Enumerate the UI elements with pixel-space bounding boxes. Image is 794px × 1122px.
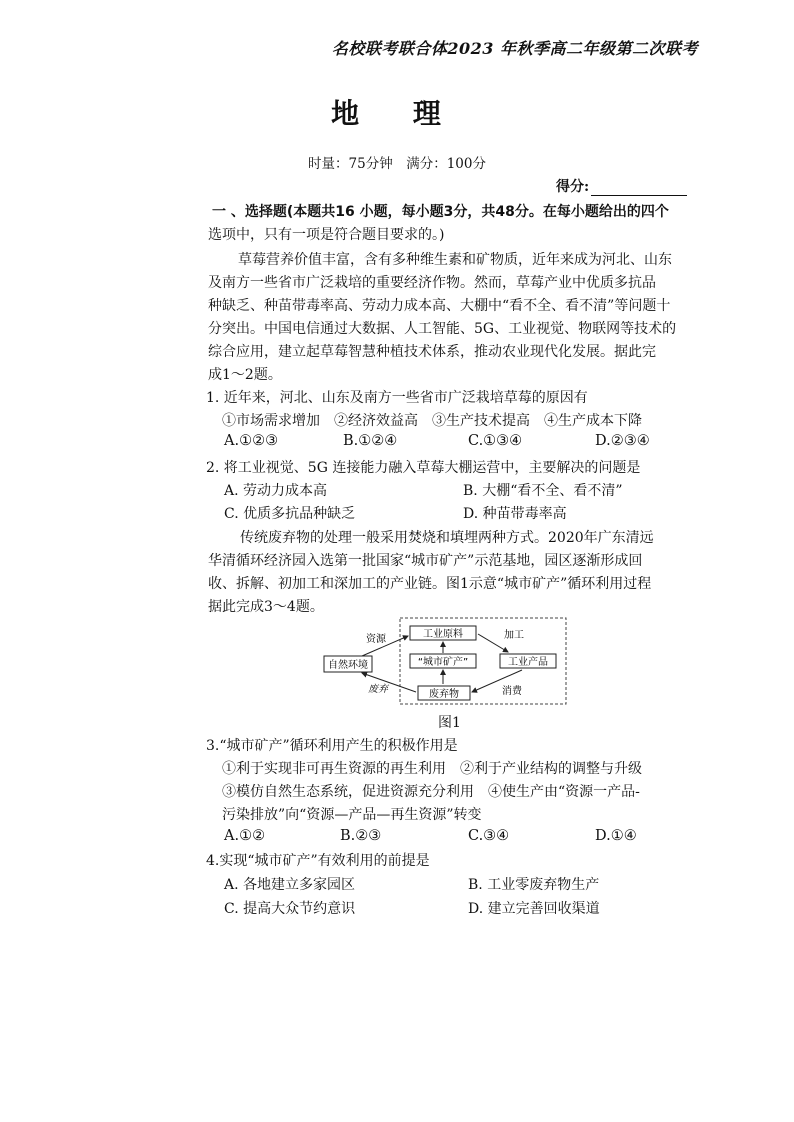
waste-label: 废弃物 xyxy=(429,689,459,700)
q2-option-a[interactable]: A. 劳动力成本高 xyxy=(224,483,328,499)
nature-label: 自然环境 xyxy=(328,660,368,671)
q3-stem: 3.“城市矿产”循环利用产生的积极作用是 xyxy=(206,738,458,754)
q4-option-a[interactable]: A. 各地建立多家园区 xyxy=(224,877,356,893)
resource-label: 资源 xyxy=(366,634,386,645)
material-label: 工业原料 xyxy=(423,629,463,640)
figure1-caption: 图1 xyxy=(438,715,461,731)
passage2-line: 传统废弃物的处理一般采用焚烧和填埋两种方式。2020年广东清远 xyxy=(240,530,654,546)
q1-option-b[interactable]: B.①②④ xyxy=(343,433,398,449)
q3-items-line3: 污染排放”向“资源—产品—再生资源”转变 xyxy=(222,807,482,823)
q2-stem: 2. 将工业视觉、5G 连接能力融入草莓大棚运营中，主要解决的问题是 xyxy=(206,460,641,476)
q3-option-d[interactable]: D.①④ xyxy=(595,828,637,844)
passage1-line: 综合应用，建立起草莓智慧种植技术体系，推动农业现代化发展。据此完 xyxy=(208,344,656,360)
q1-option-a[interactable]: A.①②③ xyxy=(224,433,279,449)
q3-option-c[interactable]: C.③④ xyxy=(468,828,510,844)
q3-items-line2: ③模仿自然生态系统，促进资源充分利用 ④使生产由“资源一产品- xyxy=(222,784,640,800)
section-heading: 一 、选择题(本题共16 小题，每小题3分，共48分。在每小题给出的四个 xyxy=(212,204,669,220)
q1-items: ①市场需求增加 ②经济效益高 ③生产技术提高 ④生产成本下降 xyxy=(222,413,642,429)
q1-option-d[interactable]: D.②③④ xyxy=(595,433,650,449)
q4-stem: 4.实现“城市矿产”有效利用的前提是 xyxy=(206,853,430,869)
score-blank xyxy=(591,181,687,196)
q4-option-d[interactable]: D. 建立完善回收渠道 xyxy=(468,901,600,917)
exam-meta: 时量：75分钟 满分：100分 xyxy=(308,156,486,172)
passage1-line: 分突出。中国电信通过大数据、人工智能、5G、工业视觉、物联网等技术的 xyxy=(208,321,677,337)
passage2-line: 收、拆解、初加工和深加工的产业链。图1示意“城市矿产”循环利用过程 xyxy=(208,576,652,592)
q3-option-a[interactable]: A.①② xyxy=(224,828,266,844)
passage2-line: 华清循环经济园入选第一批国家“城市矿产”示范基地，园区逐渐形成回 xyxy=(208,553,643,569)
q2-option-b[interactable]: B. 大棚“看不全、看不清” xyxy=(463,483,623,499)
passage1-line: 及南方一些省市广泛栽培的重要经济作物。然而，草莓产业中优质多抗品 xyxy=(208,275,656,291)
q1-stem: 1. 近年来，河北、山东及南方一些省市广泛栽培草莓的原因有 xyxy=(206,390,588,406)
passage2-line: 据此完成3～4题。 xyxy=(208,599,324,615)
consume-label: 消费 xyxy=(502,686,522,697)
process-label: 加工 xyxy=(504,630,524,641)
score-label: 得分: xyxy=(556,179,590,195)
section-instruction: 选项中，只有一项是符合题目要求的。) xyxy=(208,227,445,243)
passage1-line: 种缺乏、种苗带毒率高、劳动力成本高、大棚中“看不全、看不清”等问题十 xyxy=(208,298,671,314)
page-title: 地 理 xyxy=(331,97,463,130)
product-label: 工业产品 xyxy=(508,657,548,668)
passage1-line: 草莓营养价值丰富，含有多种维生素和矿物质，近年来成为河北、山东 xyxy=(238,252,672,268)
discard-label: 废弃 xyxy=(368,684,388,695)
mine-label: “城市矿产” xyxy=(417,657,469,668)
passage1-line: 成1～2题。 xyxy=(208,367,282,383)
q4-option-b[interactable]: B. 工业零废弃物生产 xyxy=(468,877,600,893)
q4-option-c[interactable]: C. 提高大众节约意识 xyxy=(224,901,356,917)
q1-option-c[interactable]: C.①③④ xyxy=(468,433,523,449)
figure1-diagram xyxy=(322,616,568,708)
exam-header: 名校联考联合体2023 年秋季高二年级第二次联考 xyxy=(331,39,698,58)
q2-option-c[interactable]: C. 优质多抗品种缺乏 xyxy=(224,506,356,522)
q3-items-line1: ①利于实现非可再生资源的再生利用 ②利于产业结构的调整与升级 xyxy=(222,761,642,777)
score-field xyxy=(556,176,687,196)
q2-option-d[interactable]: D. 种苗带毒率高 xyxy=(463,506,567,522)
q3-option-b[interactable]: B.②③ xyxy=(340,828,382,844)
